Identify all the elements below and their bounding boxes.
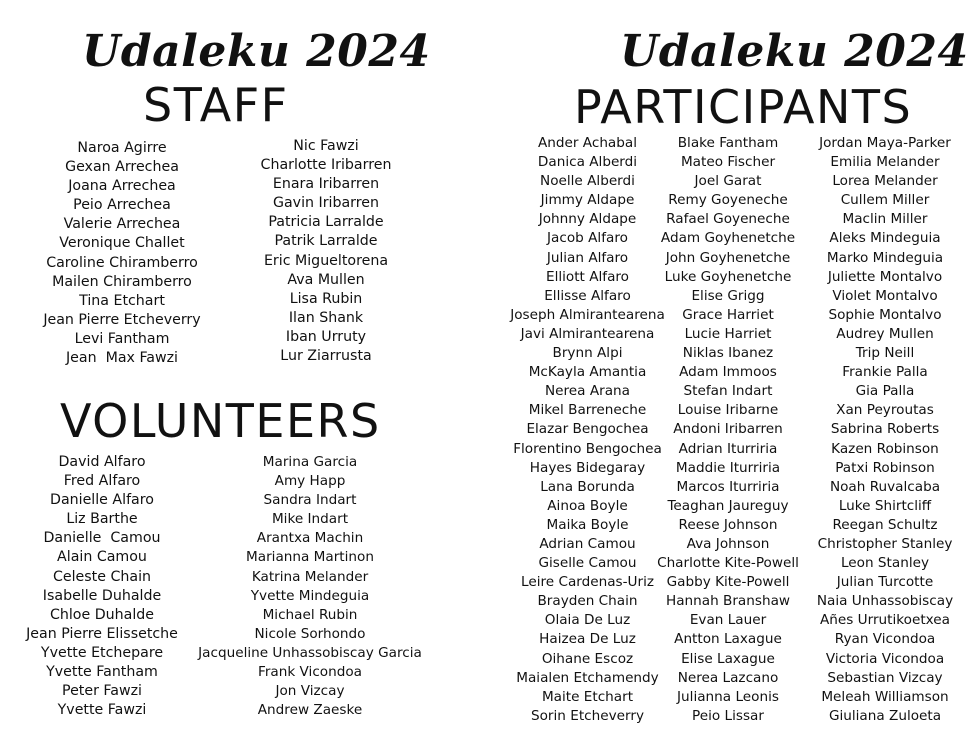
participants-list-column-2 xyxy=(648,134,808,726)
name-list-item: McKayla Amantia xyxy=(528,364,647,381)
staff-list-column-1 xyxy=(22,139,222,368)
name-list-item: John Goyhenetche xyxy=(665,249,791,266)
name-list-item: Andoni Iribarren xyxy=(673,421,783,438)
name-list-item: Ellisse Alfaro xyxy=(544,287,631,304)
name-list-item: Mike Indart xyxy=(271,511,349,528)
name-list-item: Brynn Alpi xyxy=(552,345,623,362)
name-list-item: Jordan Maya-Parker xyxy=(819,135,951,151)
name-list-item: Sorin Etcheverry xyxy=(530,707,644,724)
name-list-item: Julian Alfaro xyxy=(546,249,629,266)
name-list-item: Veronique Challet xyxy=(59,235,185,252)
name-list-item: Maite Etchart xyxy=(541,688,634,705)
name-list-item: Liz Barthe xyxy=(66,511,138,528)
name-list-item: Niklas Ibanez xyxy=(682,345,774,362)
name-list-item: Sophie Montalvo xyxy=(828,306,942,323)
name-list-item: Giselle Camou xyxy=(538,555,637,572)
name-list-item: Christopher Stanley xyxy=(817,535,953,552)
name-list-item: Tina Etchart xyxy=(79,292,165,309)
name-list-item: Arantxa Machin xyxy=(256,530,364,547)
name-list-item: Iban Urruty xyxy=(285,328,367,345)
name-list-item: Katrina Melander xyxy=(251,568,369,585)
staff-list-column-2 xyxy=(226,137,426,366)
name-list-item: Jon Vizcay xyxy=(275,683,345,700)
name-list-item: Violet Montalvo xyxy=(832,287,938,304)
participants-list-column-3 xyxy=(800,134,970,726)
name-list-item: Danica Alberdi xyxy=(537,154,638,171)
name-list-item: Reese Johnson xyxy=(678,516,778,533)
name-list-item: Grace Harriet xyxy=(682,306,774,323)
name-list-item: Sandra Indart xyxy=(263,492,357,509)
name-list-item: Joseph Almirantearena xyxy=(510,306,665,323)
name-list-item: Joana Arrechea xyxy=(68,178,176,195)
name-list-item: Juliette Montalvo xyxy=(827,268,943,285)
name-list-item: Peio Arrechea xyxy=(73,197,171,214)
name-list-item: Kazen Robinson xyxy=(831,440,939,457)
name-list-item: Lisa Rubin xyxy=(289,290,363,307)
name-list-item: Patxi Robinson xyxy=(835,459,935,476)
name-list-item: Rafael Goyeneche xyxy=(666,211,790,228)
name-list-item: Naia Unhassobiscay xyxy=(816,593,954,610)
name-list-item: Adam Immoos xyxy=(679,364,777,381)
name-list-item: Xan Peyroutas xyxy=(836,402,934,419)
name-list-item: Evan Lauer xyxy=(689,612,767,629)
name-list-item: Julianna Leonis xyxy=(677,688,779,705)
name-list-item: Andrew Zaeske xyxy=(257,702,363,719)
name-list-item: Marko Mindeguia xyxy=(826,249,944,266)
name-list-item: Blake Fantham xyxy=(677,135,779,151)
name-list-item: Marina Garcia xyxy=(262,454,358,470)
name-list-item: Jean Pierre Etcheverry xyxy=(43,311,201,328)
name-list-item: Brayden Chain xyxy=(537,593,638,610)
name-list-item: Noelle Alberdi xyxy=(540,173,635,190)
name-list-item: Hayes Bidegaray xyxy=(529,459,646,476)
name-list-item: Ilan Shank xyxy=(288,309,364,326)
name-list-item: Marianna Martinon xyxy=(246,549,374,566)
name-list-item: Peio Lissar xyxy=(692,707,764,724)
name-list-item: Luke Goyhenetche xyxy=(664,268,792,285)
name-list-item: Ander Achabal xyxy=(537,135,638,151)
name-list-item: Elise Grigg xyxy=(691,287,765,304)
name-list-item: Florentino Bengochea xyxy=(513,440,662,457)
name-list-item: Olaia De Luz xyxy=(544,612,631,629)
name-list-item: Leon Stanley xyxy=(840,555,930,572)
name-list-item: Nerea Arana xyxy=(544,383,630,400)
name-list-item: Adam Goyhenetche xyxy=(660,230,796,247)
name-list-item: Luke Shirtcliff xyxy=(838,497,932,514)
name-list-item: Elise Laxague xyxy=(681,650,775,667)
name-list-item: Ava Mullen xyxy=(287,271,365,288)
name-list-item: Javi Almirantearena xyxy=(520,325,655,342)
name-list-item: Joel Garat xyxy=(694,173,762,190)
name-list-item: Louise Iribarne xyxy=(677,402,779,419)
name-list-item: Gabby Kite-Powell xyxy=(666,574,790,591)
name-list-item: Naroa Agirre xyxy=(77,140,167,156)
name-list-item: Emilia Melander xyxy=(830,154,940,171)
name-list-item: Jacob Alfaro xyxy=(547,230,628,247)
name-list-item: Nerea Lazcano xyxy=(677,669,779,686)
participants-script-title: Udaleku 2024 xyxy=(620,26,969,77)
name-list-item: Yvette Fawzi xyxy=(57,702,147,719)
name-list-item: Jean Max Fawzi xyxy=(65,350,178,367)
name-list-item: Nicole Sorhondo xyxy=(254,625,366,642)
name-list-item: Johnny Aldape xyxy=(538,211,637,228)
name-list-item: Lucie Harriet xyxy=(684,325,772,342)
name-list-item: Yvette Mindeguia xyxy=(250,587,370,604)
name-list-item: Remy Goyeneche xyxy=(668,192,788,209)
name-list-item: Adrian Iturriria xyxy=(678,440,778,457)
name-list-item: Lorea Melander xyxy=(832,173,938,190)
name-list-item: Mikel Barreneche xyxy=(528,402,647,419)
volunteers-heading: VOLUNTEERS xyxy=(60,394,381,448)
name-list-item: Frankie Palla xyxy=(842,364,928,381)
name-list-item: Patrik Larralde xyxy=(274,233,378,250)
name-list-item: Celeste Chain xyxy=(52,568,152,585)
name-list-item: Añes Urrutikoetxea xyxy=(819,612,950,629)
name-list-item: Levi Fantham xyxy=(74,330,170,347)
name-list-item: Patricia Larralde xyxy=(268,214,384,231)
name-list-item: Charlotte Kite-Powell xyxy=(657,555,799,572)
staff-script-title: Udaleku 2024 xyxy=(82,26,431,77)
name-list-item: Nic Fawzi xyxy=(293,138,359,154)
name-list-item: Isabelle Duhalde xyxy=(42,587,162,604)
volunteers-list-column-2 xyxy=(190,453,430,720)
name-list-item: Lur Ziarrusta xyxy=(280,348,372,365)
name-list-item: Elliott Alfaro xyxy=(545,268,630,285)
name-list-item: Gexan Arrechea xyxy=(65,159,179,176)
name-list-item: Maddie Iturriria xyxy=(675,459,781,476)
name-list-item: Fred Alfaro xyxy=(63,473,141,490)
name-list-item: David Alfaro xyxy=(58,454,146,470)
name-list-item: Peter Fawzi xyxy=(62,683,142,700)
name-list-item: Enara Iribarren xyxy=(272,176,380,193)
name-list-item: Maialen Etchamendy xyxy=(516,669,659,686)
participants-heading: PARTICIPANTS xyxy=(574,80,913,134)
name-list-item: Sabrina Roberts xyxy=(830,421,940,438)
name-list-item: Gia Palla xyxy=(855,383,915,400)
name-list-item: Danielle Camou xyxy=(43,530,161,547)
name-list-item: Audrey Mullen xyxy=(836,325,934,342)
name-list-item: Gavin Iribarren xyxy=(272,195,379,212)
name-list-item: Elazar Bengochea xyxy=(526,421,649,438)
name-list-item: Frank Vicondoa xyxy=(257,664,363,681)
name-list-item: Lana Borunda xyxy=(540,478,635,495)
name-list-item: Michael Rubin xyxy=(262,606,358,623)
name-list-item: Alain Camou xyxy=(57,549,147,566)
name-list-item: Julian Turcotte xyxy=(836,574,934,591)
name-list-item: Jean Pierre Elissetche xyxy=(26,625,178,642)
name-list-item: Noah Ruvalcaba xyxy=(829,478,941,495)
staff-heading: STAFF xyxy=(143,78,289,132)
name-list-item: Ava Johnson xyxy=(686,535,770,552)
name-list-item: Meleah Williamson xyxy=(821,688,949,705)
name-list-item: Teaghan Jaureguy xyxy=(667,497,789,514)
name-list-item: Victoria Vicondoa xyxy=(825,650,945,667)
name-list-item: Ainoa Boyle xyxy=(547,497,628,514)
name-list-item: Aleks Mindeguia xyxy=(829,230,941,247)
name-list-item: Stefan Indart xyxy=(683,383,773,400)
name-list-item: Caroline Chiramberro xyxy=(46,254,198,271)
name-list-item: Mateo Fischer xyxy=(680,154,776,171)
name-list-item: Reegan Schultz xyxy=(832,516,938,533)
name-list-item: Haizea De Luz xyxy=(539,631,636,648)
name-list-item: Antton Laxague xyxy=(674,631,782,648)
volunteers-list-column-1 xyxy=(2,453,202,720)
name-list-item: Yvette Etchepare xyxy=(40,644,164,661)
name-list-item: Valerie Arrechea xyxy=(63,216,181,233)
name-list-item: Eric Migueltorena xyxy=(263,252,389,269)
name-list-item: Maika Boyle xyxy=(546,516,629,533)
name-list-item: Leire Cardenas-Uriz xyxy=(521,574,654,591)
name-list-item: Jimmy Aldape xyxy=(540,192,635,209)
name-list-item: Marcos Iturriria xyxy=(676,478,780,495)
name-list-item: Amy Happ xyxy=(274,473,346,490)
name-list-item: Giuliana Zuloeta xyxy=(828,707,942,724)
name-list-item: Cullem Miller xyxy=(840,192,930,209)
name-list-item: Danielle Alfaro xyxy=(50,492,154,509)
name-list-item: Trip Neill xyxy=(855,345,915,362)
name-list-item: Jacqueline Unhassobiscay Garcia xyxy=(198,644,422,661)
name-list-item: Charlotte Iribarren xyxy=(260,157,392,174)
name-list-item: Chloe Duhalde xyxy=(49,606,155,623)
name-list-item: Ryan Vicondoa xyxy=(834,631,936,648)
name-list-item: Hannah Branshaw xyxy=(665,593,791,610)
name-list-item: Mailen Chiramberro xyxy=(52,273,192,290)
name-list-item: Yvette Fantham xyxy=(46,664,158,681)
name-list-item: Maclin Miller xyxy=(842,211,928,228)
name-list-item: Oihane Escoz xyxy=(541,650,634,667)
name-list-item: Adrian Camou xyxy=(539,535,636,552)
name-list-item: Sebastian Vizcay xyxy=(827,669,943,686)
